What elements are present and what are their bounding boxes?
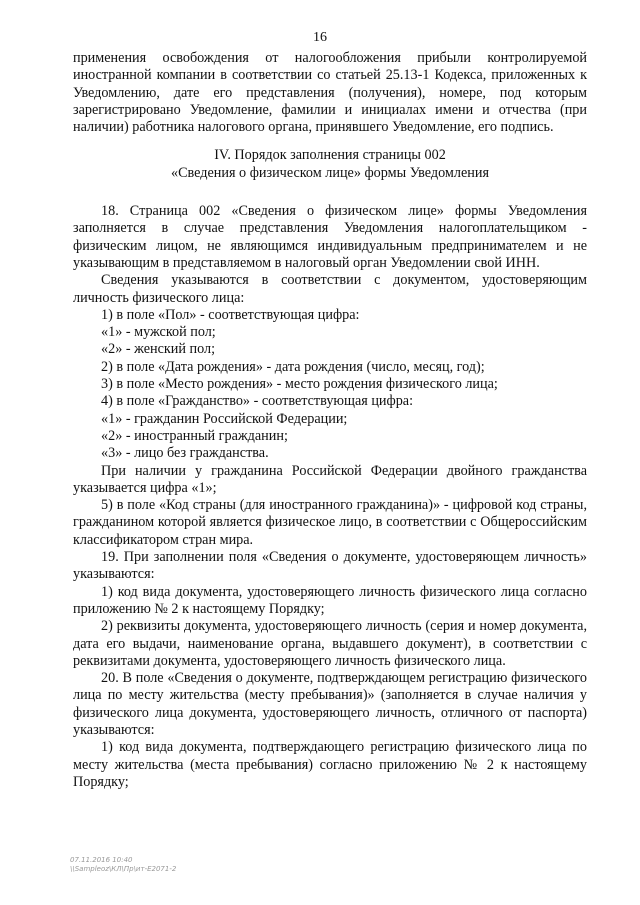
- footer-timestamp: 07.11.2016 10:40: [70, 856, 133, 864]
- list-item-gender-male: «1» - мужской пол;: [101, 324, 216, 341]
- list-item-document-code: 1) код вида документа, удостоверяющего личность физического лица согласно приложению № 2 к настоящему Порядку;: [73, 583, 587, 617]
- list-item-gender-field: 1) в поле «Пол» - соответствующая цифра:: [101, 306, 360, 323]
- list-item-citizenship-field: 4) в поле «Гражданство» - соответствующая цифра:: [101, 393, 414, 410]
- list-item-birth-date: 2) в поле «Дата рождения» - дата рождения (число, месяц, год);: [101, 358, 485, 375]
- paragraph-dual-citizenship: При наличии у гражданина Российской Федерации двойного гражданства указывается цифра «1»;: [73, 462, 587, 496]
- section-title-line-1: IV. Порядок заполнения страницы 002: [214, 147, 446, 164]
- list-item-gender-female: «2» - женский пол;: [101, 341, 216, 358]
- page-number: 16: [313, 30, 327, 45]
- section-heading: [73, 147, 587, 182]
- list-item-citizen-rf: «1» - гражданин Российской Федерации;: [101, 410, 348, 427]
- list-item-birth-place: 3) в поле «Место рождения» - место рождения физического лица;: [101, 376, 498, 393]
- intro-paragraph: применения освобождения от налогообложения прибыли контролируемой иностранной компании в соответствии со статьей 25.13-1 Кодекса, приложенных к Уведомлению, дате его представления (получения), номере, под которым зарегистрировано Уведомление, фамилии и инициалах имени и отчества (при наличии) работника налогового органа, принявшего Уведомление, его подпись.: [73, 50, 587, 136]
- list-item-country-code: 5) в поле «Код страны (для иностранного гражданина)» - цифровой код страны, гражданином которой является физическое лицо, в соответствии с Общероссийским классификатором стран мира.: [73, 497, 587, 548]
- paragraph-20: 20. В поле «Сведения о документе, подтверждающем регистрацию физического лица по месту жительства (месту пребывания)» (заполняется в случае наличия у физического лица документа, удостоверяющего личность, отличного от паспорта) указываются:: [73, 670, 587, 738]
- paragraph-identity-info: Сведения указываются в соответствии с документом, удостоверяющим личность физического лица:: [73, 272, 587, 306]
- paragraph-18: 18. Страница 002 «Сведения о физическом лице» формы Уведомления заполняется в случае представления Уведомления налогоплательщиком - физическим лицом, не являющимся индивидуальным предпринимателем и не указывающим в представляемом в налоговый орган Уведомлении свой ИНН.: [73, 203, 587, 271]
- list-item-registration-document-code: 1) код вида документа, подтверждающего регистрацию физического лица по месту жительства (места пребывания) согласно приложению № 2 к настоящему Порядку;: [73, 739, 587, 790]
- footer-file-path: \\Sampleoz\КЛ\Пр\ит-E2071-2: [70, 865, 177, 873]
- section-title-line-2: «Сведения о физическом лице» формы Уведомления: [171, 164, 489, 181]
- footer-stamp: [70, 856, 176, 874]
- paragraph-19: 19. При заполнении поля «Сведения о документе, удостоверяющем личность» указываются:: [73, 549, 587, 583]
- list-item-stateless: «3» - лицо без гражданства.: [101, 445, 269, 462]
- document-body: [73, 50, 587, 791]
- list-item-foreign-citizen: «2» - иностранный гражданин;: [101, 427, 288, 444]
- list-item-document-details: 2) реквизиты документа, удостоверяющего личность (серия и номер документа, дата его выдачи, наименование органа, выдавшего документ), в соответствии с реквизитами документа, удостоверяющего личность физического лица.: [73, 618, 587, 669]
